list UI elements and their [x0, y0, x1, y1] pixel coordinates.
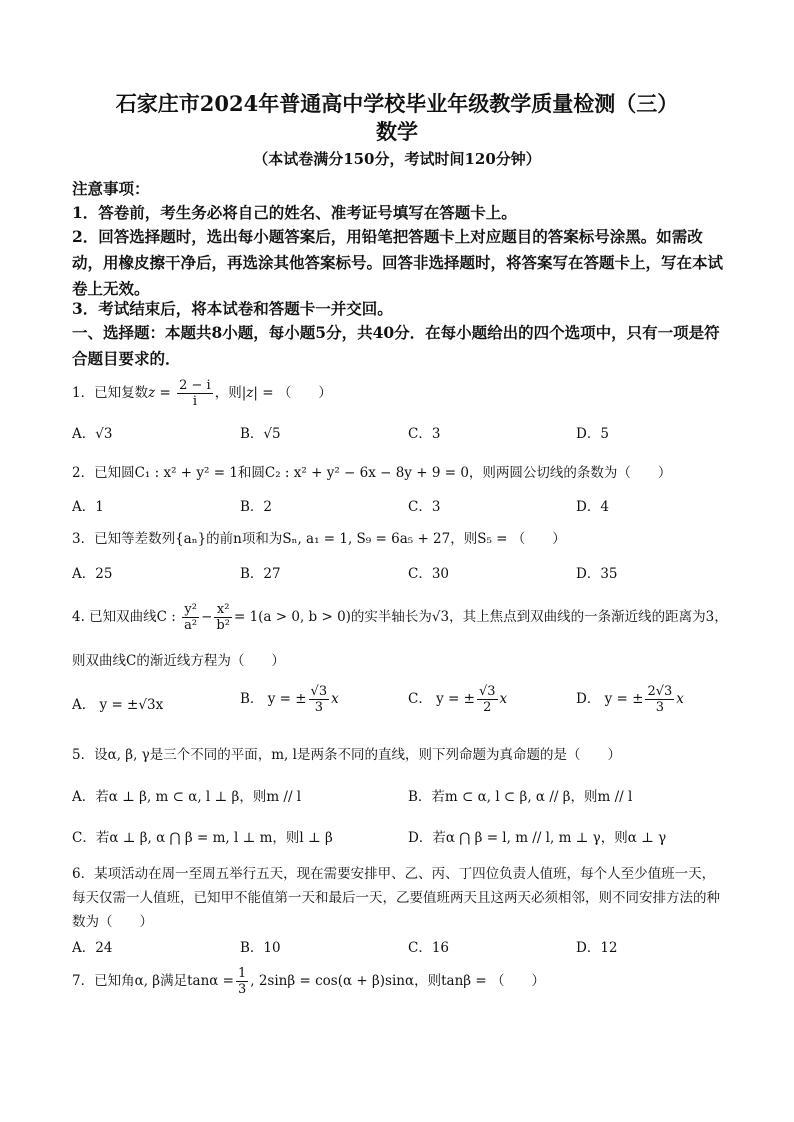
- fraction-denominator: a²: [184, 618, 198, 633]
- question-1-text-b: ，则: [214, 385, 242, 401]
- question-4-stem: 4. 已知双曲线C : $\frac{\text{y²}}{\text{a²}}$ − $\frac{\text{x²}}{\text{b²}}$ = 1(a > 0, b > 0)的实半轴长为√3，其上焦点到双曲线的一条渐近线的距离为3，: [72, 602, 728, 633]
- question-5-option-c: C．若α ⊥ β, α ⋂ β = m, l ⊥ m，则l ⊥ β: [72, 830, 333, 846]
- instruction-item-1: 1．答卷前，考生务必将自己的姓名、准考证号填写在答题卡上。: [72, 203, 517, 222]
- question-3-option-a: A．25: [72, 566, 113, 582]
- question-5-stem: 5．设α, β, γ是三个不同的平面，m, l是两条不同的直线，则下列命题为真命题的是（ ）: [72, 747, 621, 763]
- question-1-option-d: D．5: [576, 426, 609, 442]
- question-2-option-b: B．2: [240, 499, 273, 515]
- question-6-stem: 6．某项活动在周一至周五举行五天，现在需要安排甲、乙、丙、丁四位负责人值班，每个人至少值班一天，每天仅需一人值班，已知甲不能值第一天和最后一天，乙要值班两天且这两天必须相邻，则不同安排方法的种数为（ ）: [72, 866, 720, 930]
- exam-title: 石家庄市2024年普通高中学校毕业年级教学质量检测（三）: [115, 91, 679, 116]
- question-4-option-d: [576, 684, 684, 715]
- question-7-text-a: 7．已知角α, β满足tanα =: [72, 973, 234, 989]
- instructions-heading: 注意事项：: [72, 179, 150, 198]
- question-1-text-c: （ ）: [277, 385, 332, 401]
- option-fraction: [477, 684, 498, 715]
- fraction-numerator: 2 − i: [179, 378, 211, 393]
- fraction-numerator: √3: [478, 684, 496, 699]
- question-7-stem: [72, 966, 727, 997]
- question-4-fraction-y: [182, 602, 199, 633]
- question-5-option-b: B．若m ⊂ α, l ⊂ β, α // β，则m // l: [408, 789, 633, 805]
- option-fraction: [645, 684, 674, 715]
- question-6-option-a: A．24: [72, 940, 113, 956]
- question-4-text-b: = 1(a > 0, b > 0)的实半轴长为√3，其上焦点到双曲线的一条渐近线的距离为3，: [233, 609, 728, 625]
- fraction-denominator: 3: [314, 700, 323, 715]
- question-3-option-b: B．27: [240, 566, 281, 582]
- question-1-option-a: A．√3: [72, 426, 113, 442]
- instruction-item-2: 2．回答选择题时，选出每小题答案后，用铅笔把答题卡上对应题目的答案标号涂黑。如需改动，用橡皮擦干净后，再选涂其他答案标号。回答非选择题时，将答案写在答题卡上，写在本试卷上无效。: [72, 227, 724, 298]
- question-4-text-a: 4. 已知双曲线C :: [72, 609, 176, 625]
- question-3-stem: 3．已知等差数列{aₙ}的前n项和为Sₙ, a₁ = 1, S₉ = 6a₅ + 27，则S₅ = （ ）: [72, 531, 566, 547]
- fraction-denominator: b²: [216, 618, 230, 633]
- fraction-numerator: 1: [237, 966, 247, 981]
- fraction-numerator: x²: [214, 602, 232, 618]
- option-tail: x: [499, 691, 508, 707]
- question-7-text-b: , 2sinβ = cos(α + β)sinα，则tanβ = （ ）: [250, 973, 545, 989]
- option-tail: x: [331, 691, 339, 707]
- question-4-option-c: [408, 684, 507, 715]
- question-1-option-c: C．3: [408, 426, 441, 442]
- instruction-item-3: 3．考试结束后，将本试卷和答题卡一并交回。: [72, 299, 393, 318]
- question-2-option-a: A．1: [72, 499, 104, 515]
- fraction-numerator: y²: [182, 602, 199, 618]
- question-3-option-c: C．30: [408, 566, 450, 582]
- question-2-option-d: D．4: [576, 499, 609, 515]
- option-fraction: [309, 684, 330, 715]
- fraction-denominator: 2: [483, 700, 492, 715]
- fraction-numerator: √3: [310, 684, 328, 699]
- question-2-option-c: C．3: [408, 499, 441, 515]
- question-1-fraction: [177, 378, 213, 409]
- question-4-option-a: A． y = ±√3x: [72, 697, 164, 713]
- fraction-denominator: i: [192, 394, 197, 409]
- subject-title: 数学: [376, 119, 418, 144]
- question-4-fraction-x: [214, 602, 232, 633]
- question-2-stem: 2．已知圆C₁ : x² + y² = 1和圆C₂ : x² + y² − 6x − 8y + 9 = 0，则两圆公切线的条数为（ ）: [72, 465, 672, 481]
- question-6-option-b: B．10: [240, 940, 281, 956]
- question-4-stem-line2: 则双曲线C的渐近线方程为（ ）: [72, 653, 285, 669]
- option-label: D． y = ±: [576, 691, 644, 707]
- option-label: B． y = ±: [240, 691, 307, 707]
- question-6-option-d: D．12: [576, 940, 618, 956]
- question-1-option-b: B．√5: [240, 426, 281, 442]
- question-4-option-b: [240, 684, 339, 715]
- question-1-stem: 1．已知复数z = $\frac{2 - i}{i}$ ，则|z| = （ ）: [72, 378, 332, 409]
- fraction-numerator: 2√3: [647, 684, 673, 699]
- fraction-denominator: 3: [237, 982, 247, 997]
- section-heading: 一、选择题：本题共8小题，每小题5分，共40分．在每小题给出的四个选项中，只有一项是符合题目要求的．: [72, 323, 720, 368]
- question-1-text-a: 1．已知复数: [72, 385, 149, 401]
- question-6-option-c: C．16: [408, 940, 450, 956]
- fraction-denominator: 3: [655, 700, 664, 715]
- exam-note: （本试卷满分150分，考试时间120分钟）: [253, 150, 541, 168]
- question-3-option-d: D．35: [576, 566, 618, 582]
- question-5-option-d: D．若α ⋂ β = l, m // l, m ⊥ γ，则α ⊥ γ: [408, 830, 667, 846]
- question-7-fraction: [236, 966, 248, 997]
- option-tail: x: [676, 691, 684, 707]
- question-5-option-a: A．若α ⊥ β, m ⊂ α, l ⊥ β，则m // l: [72, 789, 302, 805]
- option-label: C． y = ±: [408, 691, 475, 707]
